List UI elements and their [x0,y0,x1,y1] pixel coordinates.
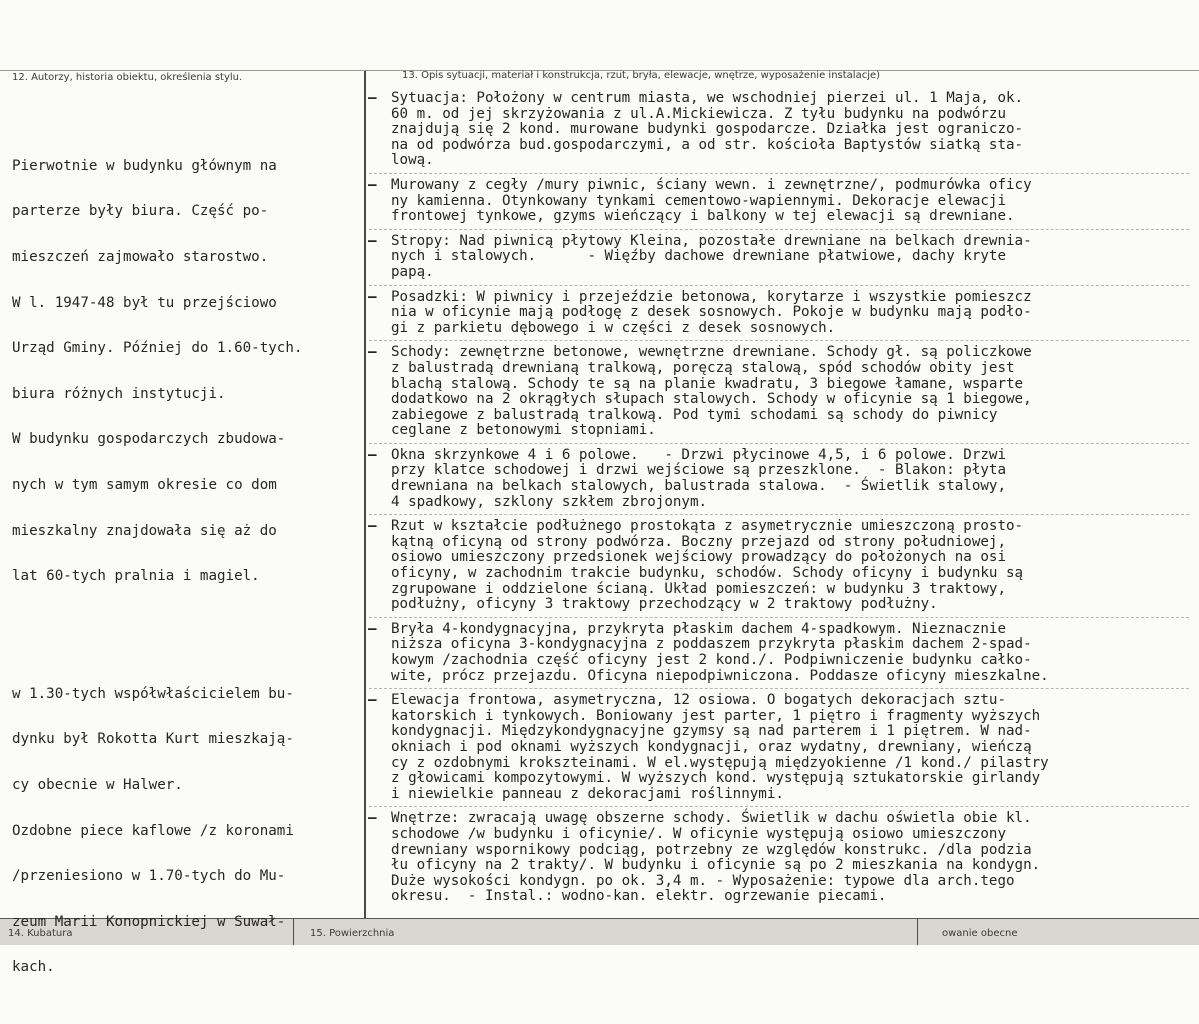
text-line: Stropy: Nad piwnicą płytowy Kleina, pozostałe drewniane na belkach drewnia- [391,232,1032,249]
text-line: drewniana na belkach stalowych, balustrada stalowa. - Świetlik stalowy, [391,478,1006,495]
text-line: frontowej tynkowe, gzyms wieńczący i balkony w tej elewacji są drewniane. [391,208,1015,225]
text-line: mieszczeń zajmowało starostwo. [12,249,269,266]
text-line: w 1.30-tych współwłaścicielem bu- [12,685,294,702]
text-line: lat 60-tych pralnia i magiel. [12,568,260,585]
text-line: 60 m. od jej skrzyżowania z ul.A.Mickiewicza. Z tyłu budynku na podwórzu [391,105,1006,122]
volume-label: 14. Kubatura [8,928,73,939]
text-line: katorskich i tynkowych. Boniowany jest parter, 1 piętro i fragmenty wyższych [391,707,1041,724]
bullet-dash: – [368,620,377,637]
text-line: kowym /zachodnia część oficyny jest 2 kond./. Podpiwniczenie budynku całko- [391,652,1032,668]
section-interior [369,811,1189,909]
text-line: W budynku gospodarczych zbudowa- [12,431,286,448]
section-elevation [369,693,1189,807]
text-line: biura różnych instytucji. [12,385,226,402]
text-line: Okna skrzynkowe 4 i 6 polowe. - Drzwi płycinowe 4,5, i 6 polowe. Drzwi [391,446,1006,463]
text-line: łu oficyny na 2 trakty/. W budynku i oficynie są po 2 mieszkania na kondygn. [391,857,1041,874]
text-line: cy z ozdobnymi krokszteinami. W el.występują międzyokienne /1 kond./ pilastry [391,754,1049,771]
text-line: Pierwotnie w budynku głównym na [12,157,277,174]
text-line: z głowicami kompozytowymi. W wyższych kond. występują sztukatorskie girlandy [391,770,1041,787]
text-line: przy klatce schodowej i drzwi wejściowe są przeszklone. - Blakon: płyta [391,462,1006,479]
text-line: lową. [391,152,434,169]
text-line: kach. [12,959,55,976]
left-column-header: 12. Autorzy, historia obiektu, określenia stylu. [12,72,243,83]
text-line: okniach i pod oknami wyższych kondygnacji, oraz wydatny, drewniany, wieńczą [391,738,1032,755]
text-line: schodowe /w budynku i oficynie/. W oficynie występują osiowo umieszczony [391,825,1006,842]
text-line: z balustradą drewnianą tralkową, poręczą stalową, spód schodów obity jest [391,359,1015,376]
bullet-dash: – [368,288,377,305]
text-line: mieszkalny znajdowała się aż do [12,522,277,539]
section-massing [369,622,1189,689]
text-line: Urząd Gminy. Później do 1.60-tych. [12,340,303,357]
text-line: Sytuacja: Położony w centrum miasta, we wschodniej pierzei ul. 1 Maja, ok. [391,90,1024,106]
history-paragraph [12,128,352,615]
bottom-divider-2 [917,918,918,945]
text-line: Elewacja frontowa, asymetryczna, 12 osiowa. O bogatych dekoracjach sztu- [391,692,1006,709]
section-situation [369,91,1189,174]
text-line: podłużny, oficyny 3 traktowy przechodzący w 2 traktowy podłużny. [391,596,938,613]
text-line: kątną oficyną od strony podwórza. Boczny przejazd od strony południowej, [391,533,1006,550]
bullet-dash: – [368,90,377,106]
text-line: nych i stalowych. - Więźby dachowe drewniane płatwiowe, dachy kryte [391,248,1006,265]
text-line: nych w tym samym okresie co dom [12,477,277,494]
text-line: niższa oficyna 3-kondygnacyjna z poddaszem przykryta płaskim dachem 2-spad- [391,636,1032,653]
text-line: Rzut w kształcie podłużnego prostokąta z asymetrycznie umieszczoną prosto- [391,518,1024,535]
text-line: Wnętrze: zwracają uwagę obszerne schody. Świetlik w dachu oświetla obie kl. [391,810,1032,827]
text-line: okresu. - Instal.: wodno-kan. elektr. ogrzewanie piecami. [391,888,887,905]
text-line: kondygnacji. Międzykondygnacyjne gzymsy są nad parterem i 1 piętrem. W nad- [391,723,1032,740]
text-line: gi z parkietu dębowego i w części z desek sosnowych. [391,319,836,336]
section-plan [369,519,1189,618]
history-paragraph [12,656,352,1006]
text-line: zgrupowane i oddzielone ścianą. Układ pomieszczeń: w budynku 3 traktowy, [391,580,1006,597]
text-line: i niewielkie panneau z dekoracjami roślinnymi. [391,785,784,802]
section-material [369,178,1189,230]
column-divider [364,70,366,918]
text-line: osiowo umieszczony przedsionek wejściowy prowadzący do położonych na osi [391,549,1006,566]
text-line: zeum Marii Konopnickiej w Suwał- [12,913,286,930]
text-line: wite, prócz przejazdu. Oficyna niepodpiwniczona. Poddasze oficyny mieszkalne. [391,667,1049,684]
text-line: oficyny, w zachodnim trakcie budynku, schodów. Schody oficyny i budynku są [391,565,1024,582]
section-windows [369,448,1189,515]
bullet-dash: – [368,232,377,249]
text-line: ny kamienna. Otynkowany tynkami cementowo-wapiennymi. Dekoracje elewacji [391,192,1006,209]
section-ceilings [369,234,1189,286]
section-floors [369,290,1189,342]
text-line: Schody: zewnętrzne betonowe, wewnętrzne drewniane. Schody gł. są policzkowe [391,344,1032,361]
text-line: Posadzki: W piwnicy i przejeździe betonowa, korytarze i wszystkie pomieszcz [391,288,1032,305]
text-line: 4 spadkowy, szklony szkłem zbrojonym. [391,493,708,510]
text-line: ceglane z betonowymi stopniami. [391,422,656,439]
bullet-dash: – [368,692,377,709]
text-line: nia w oficynie mają podłogę z desek sosnowych. Pokoje w budynku mają podło- [391,304,1032,321]
bullet-dash: – [368,446,377,463]
description-text [369,91,1189,913]
text-line: na od podwórza bud.gospodarczymi, a od str. kościoła Baptystów siatką sta- [391,136,1024,153]
text-line: W l. 1947-48 był tu przejściowo [12,294,277,311]
current-use-label: owanie obecne [942,928,1018,939]
text-line: blachą stalową. Schody te są na planie kwadratu, 3 biegowe łamane, wsparte [391,375,1024,392]
text-line: Murowany z cegły /mury piwnic, ściany wewn. i zewnętrzne/, podmurówka oficy [391,176,1032,193]
section-stairs [369,345,1189,444]
text-line: Duże wysokości kondygn. po ok. 3,4 m. - Wyposażenie: typowe dla arch.tego [391,872,1015,889]
bullet-dash: – [368,810,377,827]
area-label: 15. Powierzchnia [310,928,395,939]
text-line: /przeniesiono w 1.70-tych do Mu- [12,868,286,885]
bullet-dash: – [368,518,377,535]
text-line: drewniany wspornikowy podciąg, potrzebny ze względów konstrukc. /dla podzia [391,841,1032,858]
text-line: papą. [391,263,434,280]
text-line: dodatkowo na 2 okrągłych słupach stalowych. Schody w oficynie są 1 biegowe, [391,391,1032,408]
text-line: parterze były biura. Część po- [12,203,269,220]
text-line: znajdują się 2 kond. murowane budynki gospodarcze. Działka jest ograniczo- [391,121,1024,138]
history-text [12,98,352,1024]
bullet-dash: – [368,344,377,361]
text-line: Bryła 4-kondygnacyjna, przykryta płaskim dachem 4-spadkowym. Nieznacznie [391,620,1006,637]
right-column-header: 13. Opis sytuacji, materiał i konstrukcja, rzut, bryła, elewacje, wnętrze, wyposażenie instalacje) [402,70,881,81]
text-line: Ozdobne piece kaflowe /z koronami [12,822,294,839]
bullet-dash: – [368,176,377,193]
text-line: cy obecnie w Halwer. [12,776,183,793]
text-line: dynku był Rokotta Kurt mieszkają- [12,731,294,748]
text-line: zabiegowe z balustradą tralkową. Pod tymi schodami są schody do piwnicy [391,406,998,423]
